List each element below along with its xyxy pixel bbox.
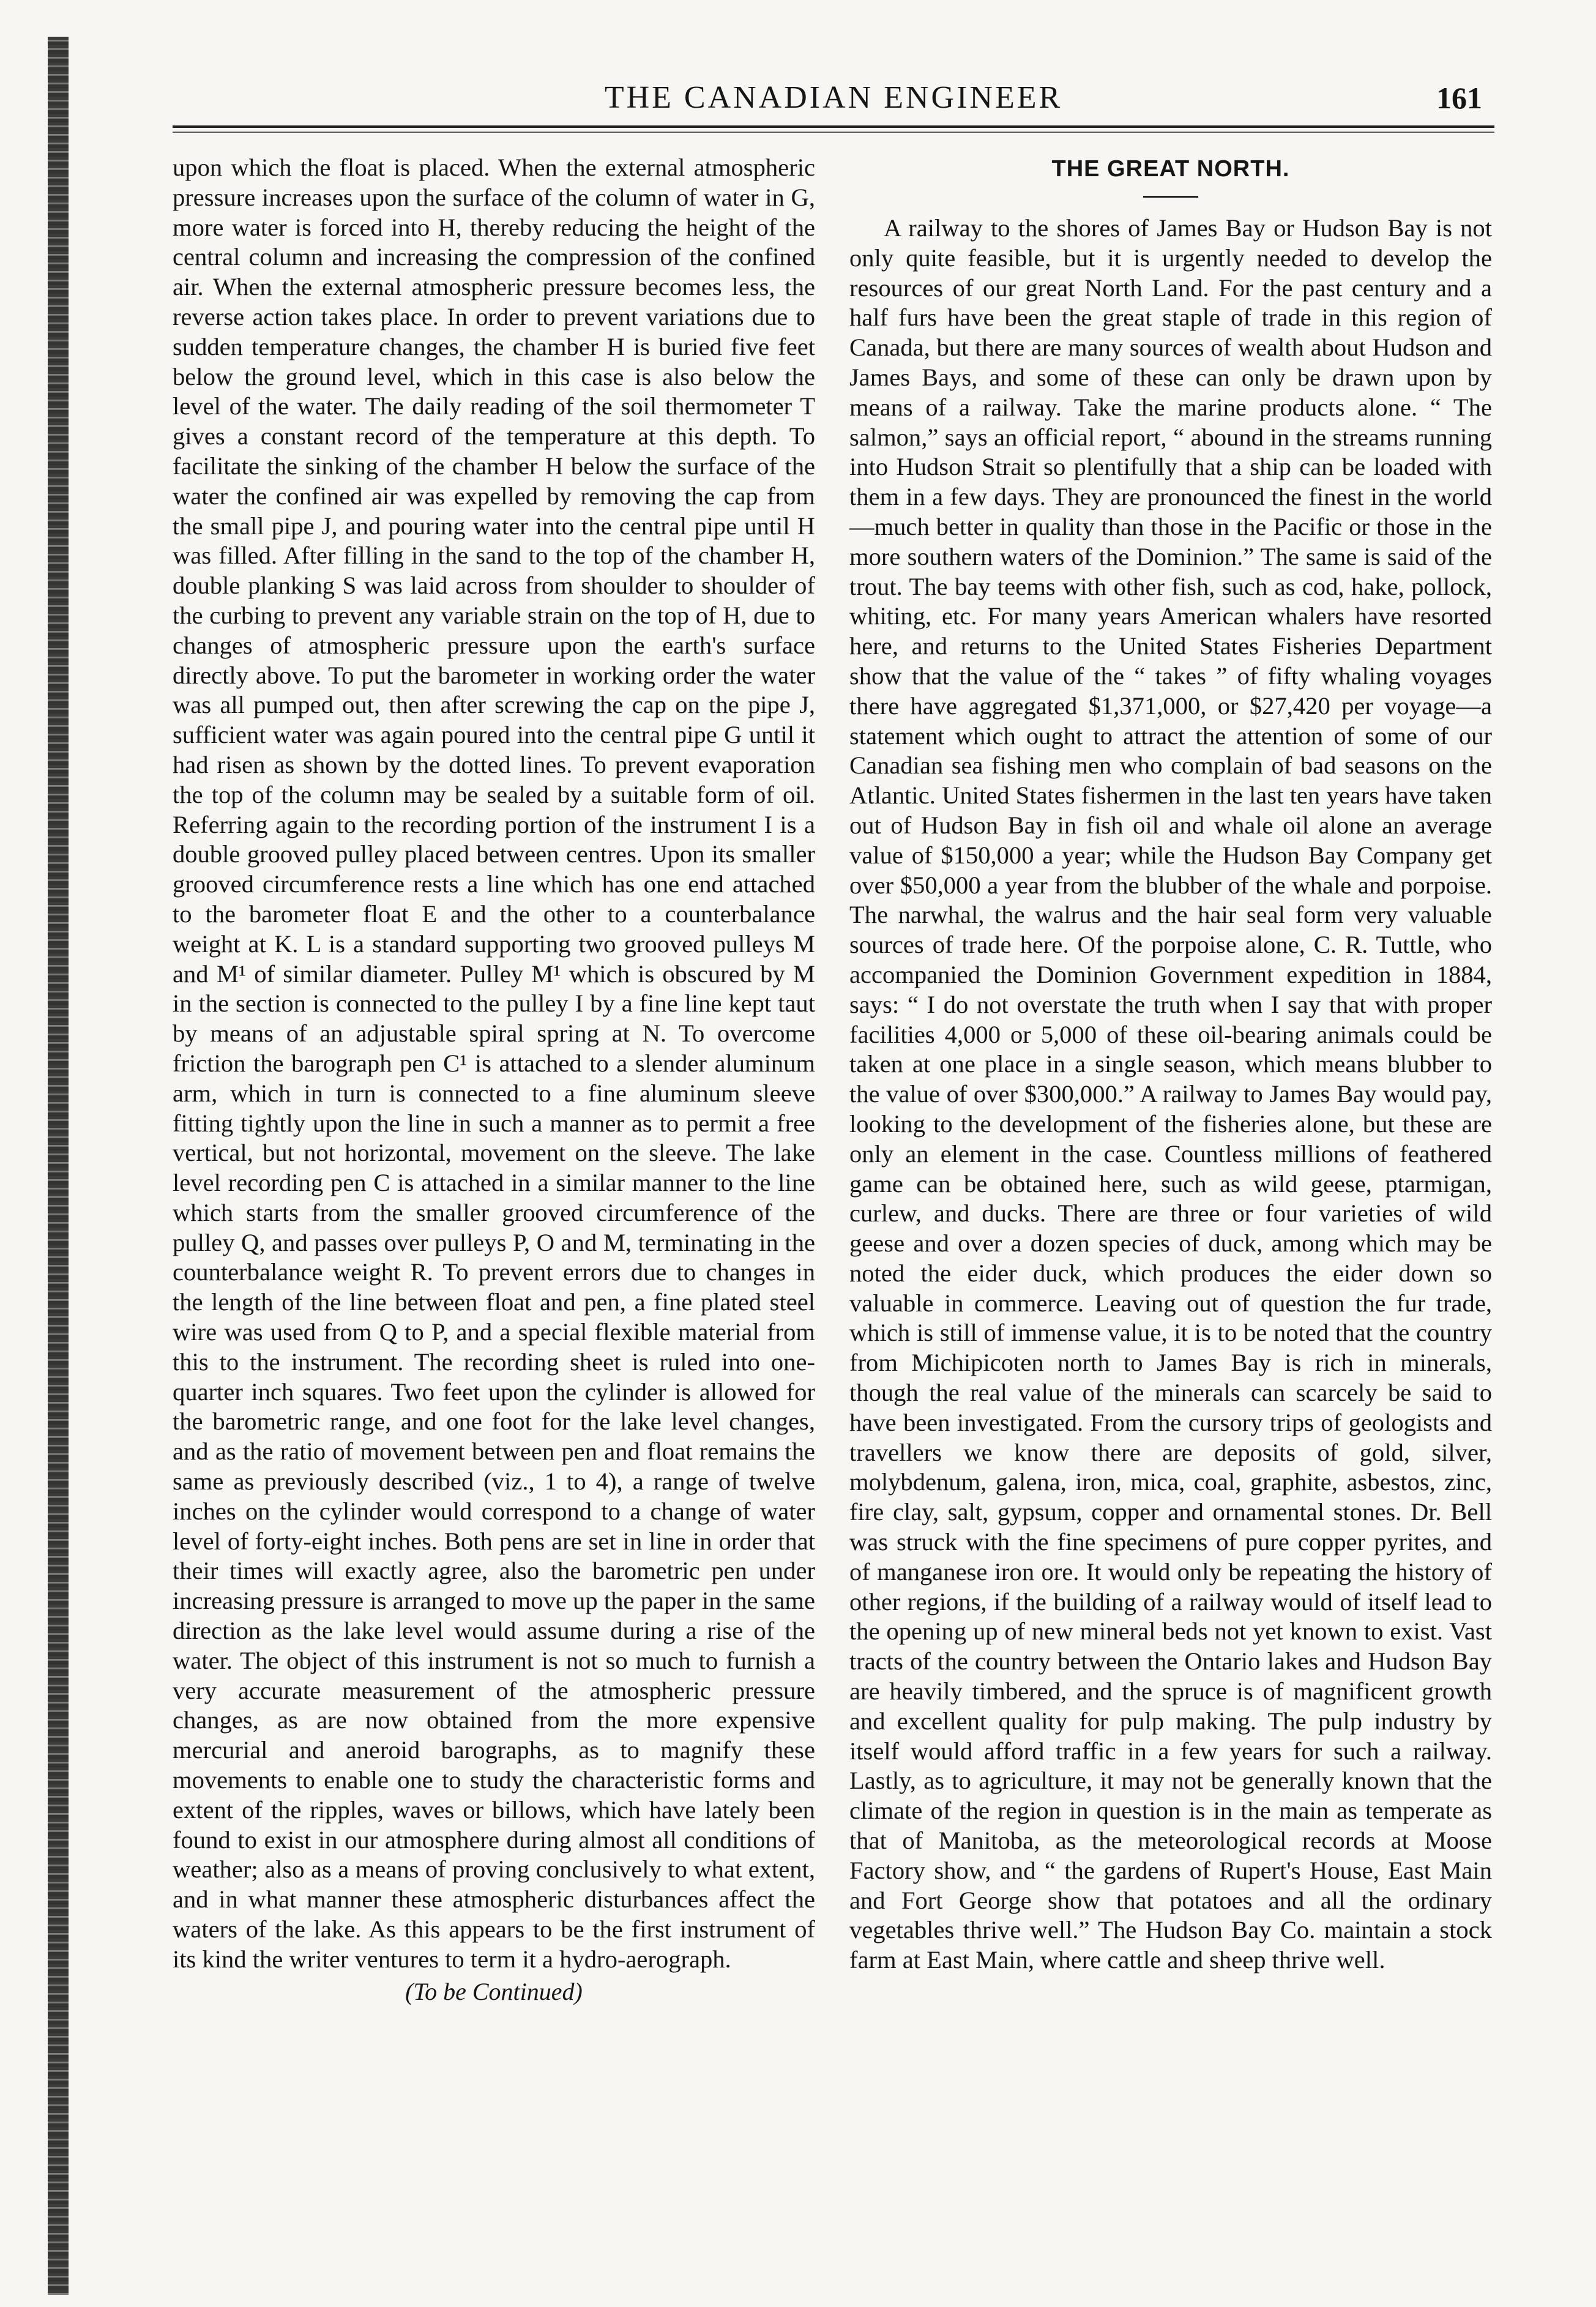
to-be-continued-note: (To be Continued) (405, 1977, 583, 2005)
running-title: THE CANADIAN ENGINEER (604, 80, 1063, 115)
right-column (849, 153, 1492, 1975)
left-column-paragraph: upon which the float is placed. When the external atmospheric pressure increases upon the surface of the column of water in G, more water is forced into H, thereby reducing the height of the central column and increasing the compression of the confined air. When the external atmospheric pressure becomes less, the reverse action takes place. In order to prevent variations due to sudden temperature changes, the chamber H is buried five feet below the ground level, which in this case is also below the level of the water. The daily reading of the soil thermometer T gives a constant record of the temperature at this depth. To facilitate the sinking of the chamber H below the surface of the water the confined air was expelled by removing the cap from the small pipe J, and pouring water into the central pipe until H was filled. After filling in the sand to the top of the chamber H, double planking S was laid across from shoulder to shoulder of the curbing to prevent any variable strain on the top of H, due to changes of atmospheric pressure upon the earth's surface directly above. To put the barometer in working order the water was all pumped out, then after screwing the cap on the pipe J, sufficient water was again poured into the central pipe G until it had risen as shown by the dotted lines. To prevent evaporation the top of the column may be sealed by a suitable form of oil. Referring again to the recording portion of the instrument I is a double grooved pulley placed between centres. Upon its smaller grooved circumference rests a line which has one end attached to the barometer float E and the other to a counterbalance weight at K. L is a standard supporting two grooved pulleys M and M¹ of similar diameter. Pulley M¹ which is obscured by M in the section is connected to the pulley I by a fine line kept taut by means of an adjustable spiral spring at N. To overcome friction the barograph pen C¹ is attached to a slender aluminum arm, which in turn is connected to a fine aluminum sleeve fitting tightly upon the line in such a manner as to permit a free vertical, but not horizontal, movement on the sleeve. The lake level recording pen C is attached in a similar manner to the line which starts from the smaller grooved circumference of the pulley Q, and passes over pulleys P, O and M, terminating in the counterbalance weight R. To prevent errors due to changes in the length of the line between float and pen, a fine plated steel wire was used from Q to P, and a special flexible material from this to the instrument. The recording sheet is ruled into one-quarter inch squares. Two feet upon the cylinder is allowed for the barometric range, and one foot for the lake level changes, and as the ratio of movement between pen and float remains the same as previously described (viz., 1 to 4), a range of twelve inches on the cylinder would correspond to a change of water level of forty-eight inches. Both pens are set in line in order that their times will exactly agree, also the barometric pen under increasing pressure is arranged to move up the paper in the same direction as the lake level would assume during a rise of the water. The object of this instrument is not so much to furnish a very accurate measurement of the atmospheric pressure changes, as are now obtained from the more expensive mercurial and aneroid barographs, as to magnify these movements to enable one to study the characteristic forms and extent of the ripples, waves or billows, which have lately been found to exist in our atmosphere during almost all conditions of weather; also as a means of proving conclusively to what extent, and in what manner these atmospheric disturbances affect the waters of the lake. As this appears to be the first instrument of its kind the writer ventures to term it a hydro-aerograph. (173, 154, 815, 1973)
article-title: THE GREAT NORTH. (1051, 156, 1290, 182)
header-rule-thin (173, 132, 1494, 133)
right-column-paragraph: A railway to the shores of James Bay or Hudson Bay is not only quite feasible, but it is urgently needed to develop the resources of our great North Land. For the past century and a half furs have been the great staple of trade in this region of Canada, but there are many sources of wealth about Hudson and James Bays, and some of these can only be drawn upon by means of a railway. Take the marine products alone. “ The salmon,” says an official report, “ abound in the streams running into Hudson Strait so plentifully that a ship can be loaded with them in a few days. They are pronounced the finest in the world—much better in quality than those in the Pacific or those in the more southern waters of the Dominion.” The same is said of the trout. The bay teems with other fish, such as cod, hake, pollock, whiting, etc. For many years American whalers have resorted here, and returns to the United States Fisheries Department show that the value of the “ takes ” of fifty whaling voyages there have aggregated $1,371,000, or $27,420 per voyage—a statement which ought to attract the attention of some of our Canadian sea fishing men who complain of bad seasons on the Atlantic. United States fishermen in the last ten years have taken out of Hudson Bay in fish oil and whale oil alone an average value of $150,000 a year; while the Hudson Bay Company get over $50,000 a year from the blubber of the whale and porpoise. The narwhal, the walrus and the hair seal form very valuable sources of trade here. Of the porpoise alone, C. R. Tuttle, who accompanied the Dominion Government expedition in 1884, says: “ I do not overstate the truth when I say that with proper facilities 4,000 or 5,000 of these oil-bearing animals could be taken at one place in a single season, which means blubber to the value of over $300,000.” A railway to James Bay would pay, looking to the development of the fisheries alone, but these are only an element in the case. Countless millions of feathered game can be obtained here, such as wild geese, ptarmigan, curlew, and ducks. There are three or four varieties of wild geese and over a dozen species of duck, among which may be noted the eider duck, which produces the eider down so valuable in commerce. Leaving out of question the fur trade, which is still of immense value, it is to be noted that the country from Michipicoten north to James Bay is rich in minerals, though the real value of the minerals can scarcely be said to have been investigated. From the cursory trips of geologists and travellers we know there are deposits of gold, silver, molybdenum, galena, iron, mica, coal, graphite, asbestos, zinc, fire clay, salt, gypsum, copper and ornamental stones. Dr. Bell was struck with the fine specimens of pure copper pyrites, and of manganese iron ore. It would only be repeating the history of other regions, if the building of a railway would of itself lead to the opening up of new mineral beds not yet known to exist. Vast tracts of the country between the Ontario lakes and Hudson Bay are heavily timbered, and the spruce is of magnificent growth and excellent quality for pulp making. The pulp industry by itself would afford traffic in a few years for such a railway. Lastly, as to agriculture, it may not be generally known that the climate of the region in question is in the main as temperate as that of Manitoba, as the meteorological records at Moose Factory show, and “ the gardens of Rupert's House, East Main and Fort George show that potatoes and all the ordinary vegetables thrive well.” The Hudson Bay Co. maintain a stock farm at East Main, where cattle and sheep thrive well. (849, 214, 1492, 1974)
page-number: 161 (1436, 81, 1482, 115)
title-divider (1143, 196, 1198, 198)
page-header (173, 76, 1494, 125)
left-column (173, 153, 815, 2007)
header-rule (173, 125, 1494, 128)
book-binding-edge (48, 37, 69, 2295)
